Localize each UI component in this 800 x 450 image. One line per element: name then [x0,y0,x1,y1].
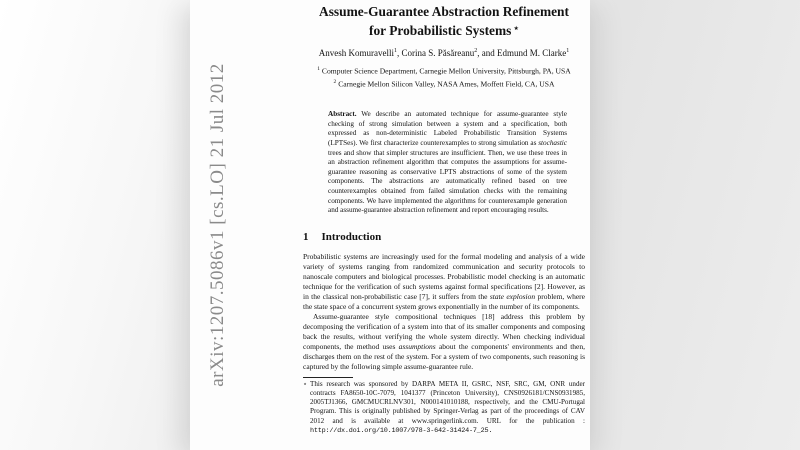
author-2: Corina S. Păsăreanu [401,48,475,58]
title-footnote-star-icon: ⋆ [513,23,519,33]
abstract-label: Abstract. [328,110,357,119]
abstract-text-1: We describe an automated technique for assume-guarantee style checking of strong simulation between a system and a specification, both expressed as non-deterministic Labeled Probabilistic Transition Systems (LPTSes). We first characterize counterexamples to strong simulation as [328,110,567,148]
paragraph-2-italic-assumptions: assumptions [398,341,436,351]
footnote-rule [303,377,353,378]
paragraph-1-text-2: problem, where the state space of a concurrent system grows exponentially in the number of its components. [303,291,585,311]
author-3: Edmund M. Clarke [496,48,567,58]
paragraph-1-text-1: Probabilistic systems are increasingly used for the formal modeling and analysis of a wide variety of systems ranging from randomized communication and security protocols to nanoscale computers and biological processes. Probabilistic model checking is an automatic technique for the verification of such systems against formal specifications [2]. However, as in the classical non-probabilistic case [7], it suffers from the [303,251,585,301]
author-separator-2: , and [477,48,497,58]
footnote [303,380,585,436]
affiliation-list [303,64,585,90]
arxiv-stamp: arXiv:1207.5086v1 [cs.LO] 21 Jul 2012 [207,63,228,387]
paragraph-2-text-1: Assume-guarantee style compositional techniques [18] address this problem by decomposing the verification of a system into that of its smaller components and composing back the results, without verifying the whole system directly. When checking individual components, the method uses [303,311,585,351]
section-number: 1 [303,230,309,243]
affiliation-1-mark: 1 [317,66,321,72]
paper-content [303,0,585,436]
paragraph-1 [303,252,585,312]
paper-title [303,3,585,39]
abstract [328,110,567,216]
paragraph-2-text-2: about the components' environments and then, discharges them on the rest of the system. For a system of two components, such reasoning is captured by the following simple assume-guarantee rule. [303,341,585,371]
paragraph-2 [303,312,585,372]
abstract-text-2: trees and show that simpler structures are insufficient. Then, we use these trees in an abstraction refinement algorithm that computes the assumptions for assume-guarantee reasoning as conservative LPTS abstractions of some of the system components. The abstractions are automatically refined based on tree counterexamples obtained from failed simulation checks with the remaining components. We have implemented the algorithms for counterexample generation and assume-guarantee abstraction refinement and report encouraging results. [328,148,567,215]
doi-url-link[interactable]: http://dx.doi.org/10.1007/978-3-642-31424-7_25. [310,426,493,435]
title-line-2 [303,20,585,39]
affiliation-2-text: Carnegie Mellon Silicon Valley, NASA Ames, Moffett Field, CA, USA [338,79,555,89]
footnote-text: This research was sponsored by DARPA META II, GSRC, NSF, SRC, GM, ONR under contracts FA8650-10C-7079, 1041377 (Princeton University), CNS0926181/CNS0931985, 2005TJ1366, GMCMUCRLNV301, N000141010188, respectively, and the CMU-Portugal Program. This is originally published by Springer-Verlag as part of the proceedings of CAV 2012 and is available at www.springerlink.com. URL for the publication : [310,379,585,425]
affiliation-2 [303,77,585,90]
title-line-2-text: for Probabilistic Systems [369,23,512,38]
author-2-affiliation-mark: 2 [474,48,478,54]
affiliation-2-mark: 2 [333,79,337,86]
author-separator-1: , [397,48,402,58]
author-1: Anvesh Komuravelli [318,48,394,58]
abstract-italic-stochastic: stochastic [538,139,567,148]
title-line-1: Assume-Guarantee Abstraction Refinement [319,4,569,19]
author-1-affiliation-mark: 1 [394,48,397,54]
footnote-star-marker: ⋆ [303,380,308,388]
affiliation-1 [303,64,585,77]
author-3-affiliation-mark: 1 [566,48,570,54]
affiliation-1-text: Computer Science Department, Carnegie Mellon University, Pittsburgh, PA, USA [321,66,571,76]
paper-sheet [190,0,590,450]
paragraph-1-italic-state-explosion: state explosion [489,291,536,301]
section-title: Introduction [321,230,382,243]
authors-line [303,46,585,59]
section-heading-introduction [303,231,585,244]
